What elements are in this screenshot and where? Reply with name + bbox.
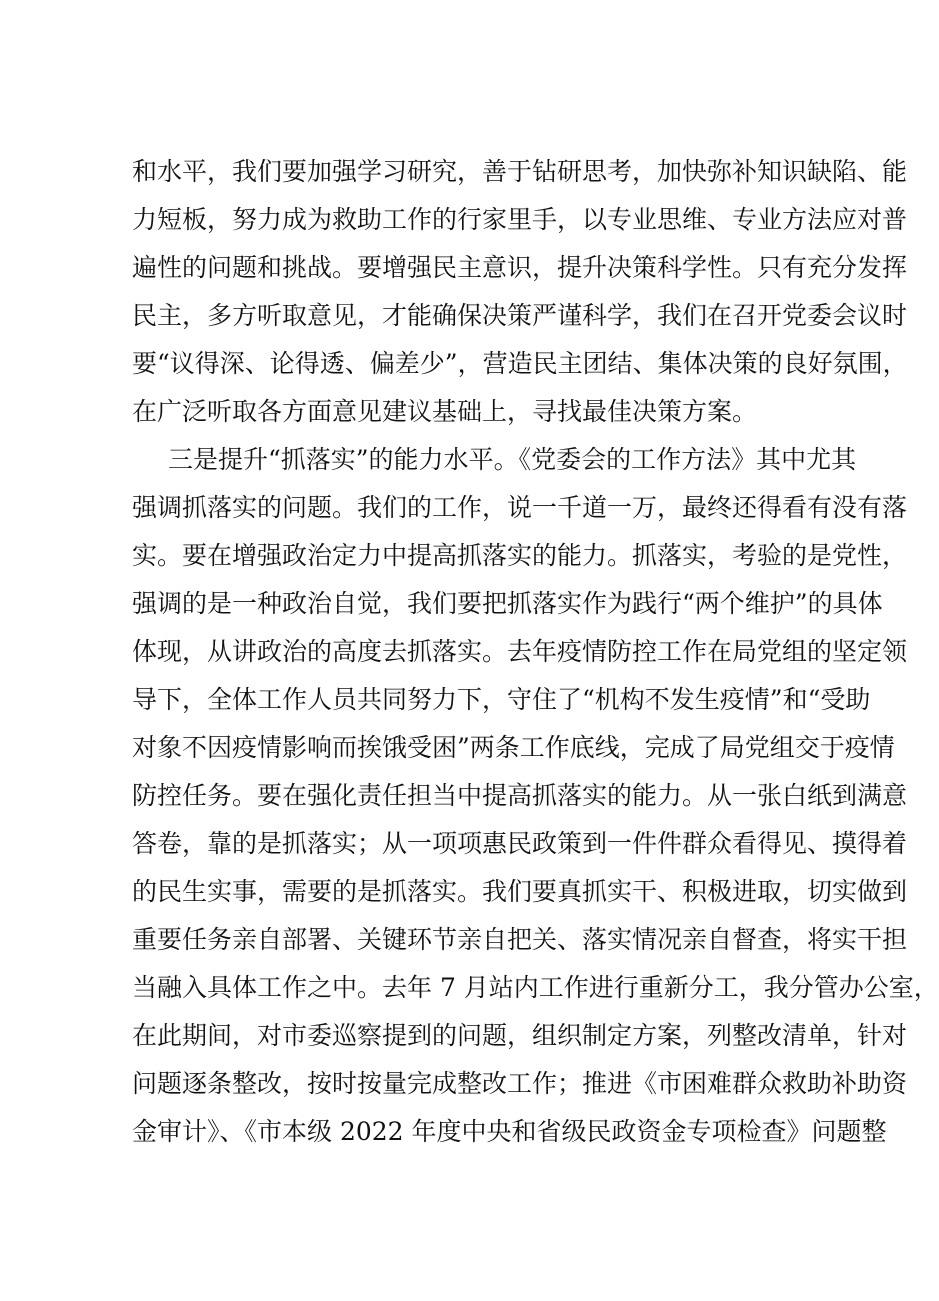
text-line: 问题逐条整改，按时按量完成整改工作；推进《市困难群众救助补助资 [132,1069,908,1098]
text-line: 和水平，我们要加强学习研究，善于钻研思考，加快弥补知识缺陷、能 [132,157,908,186]
text-line: 力短板，努力成为救助工作的行家里手，以专业思维、专业方法应对普 [132,205,908,234]
text-line: 实。要在增强政治定力中提高抓落实的能力。抓落实，考验的是党性， [132,541,908,570]
text-line: 在此期间，对市委巡察提到的问题，组织制定方案，列整改清单，针对 [132,1021,908,1050]
text-line: 导下，全体工作人员共同努力下，守住了“机构不发生疫情”和“受助 [132,685,871,714]
text-line: 当融入具体工作之中。去年 7 月站内工作进行重新分工，我分管办公室， [132,973,939,1002]
text-line: 要“议得深、论得透、偏差少”，营造民主团结、集体决策的良好氛围， [132,349,908,378]
text-line: 强调的是一种政治自觉，我们要把抓落实作为践行“两个维护”的具体 [132,589,883,618]
text-line: 体现，从讲政治的高度去抓落实。去年疫情防控工作在局党组的坚定领 [132,637,908,666]
text-line: 在广泛听取各方面意见建议基础上，寻找最佳决策方案。 [132,397,758,426]
text-line: 遍性的问题和挑战。要增强民主意识，提升决策科学性。只有充分发挥 [132,253,908,282]
text-line: 答卷，靠的是抓落实；从一项项惠民政策到一件件群众看得见、摸得着 [132,829,908,858]
document-body [132,148,939,1156]
text-line: 防控任务。要在强化责任担当中提高抓落实的能力。从一张白纸到满意 [132,781,908,810]
text-line: 民主，多方听取意见，才能确保决策严谨科学，我们在召开党委会议时 [132,301,908,330]
text-line: 重要任务亲自部署、关键环节亲自把关、落实情况亲自督查，将实干担 [132,925,908,954]
text-line: 对象不因疫情影响而挨饿受困”两条工作底线，完成了局党组交于疫情 [132,733,895,762]
text-line: 金审计》、《市本级 2022 年度中央和省级民政资金专项检查》问题整 [132,1117,887,1146]
paragraph-first-line: 三是提升“抓落实”的能力水平。《党委会的工作方法》其中尤其 [168,445,857,474]
text-line: 强调抓落实的问题。我们的工作，说一千道一万，最终还得看有没有落 [132,493,908,522]
text-line: 的民生实事，需要的是抓落实。我们要真抓实干、积极进取，切实做到 [132,877,908,906]
